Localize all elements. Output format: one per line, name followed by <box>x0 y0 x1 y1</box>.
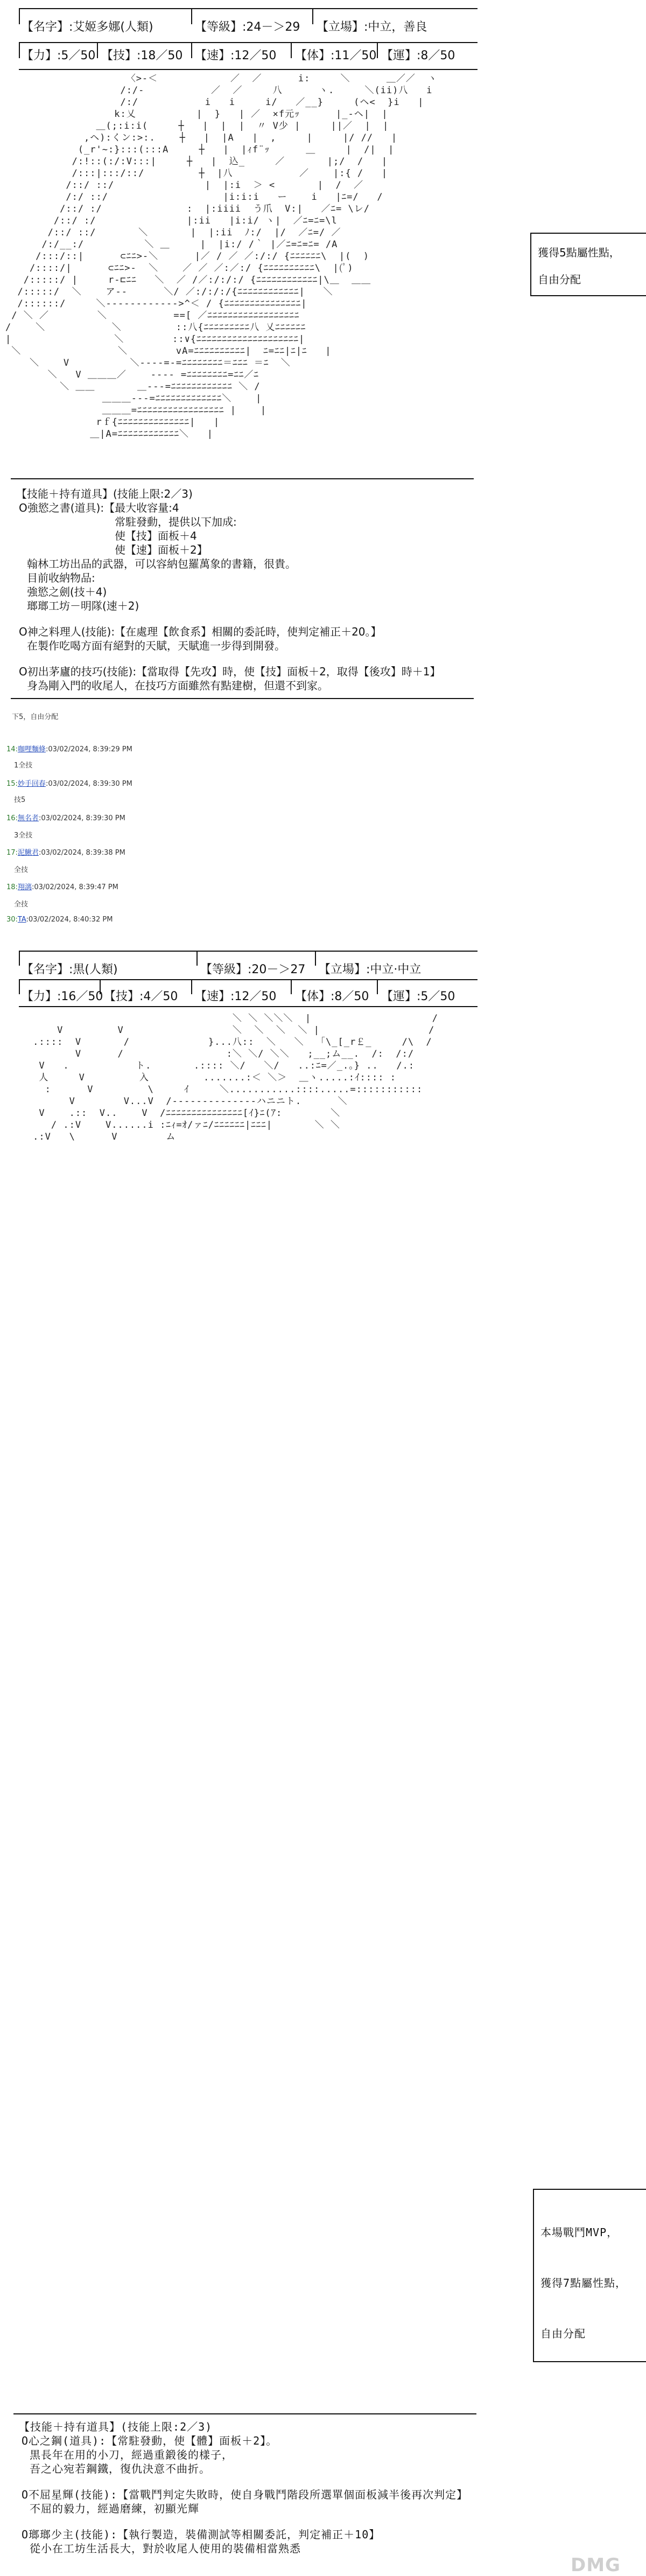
char2-stance: 【立場】:中立·中立 <box>319 963 422 976</box>
char1-tech: 【技】:18／50 <box>101 49 183 62</box>
post-header: 30:TA:03/02/2024, 8:40:32 PM <box>6 916 113 924</box>
char1-body: 【体】:11／50 <box>295 49 377 62</box>
char2-reward-line: 自由分配 <box>540 2327 586 2340</box>
poster-link[interactable]: 咖哩麵條 <box>17 745 46 753</box>
post-body: 3全技 <box>14 832 33 840</box>
char2-ascii-art: ＼ ＼ ＼＼＼ | / V V ＼ ＼ ＼ ＼ | / .:::: V / }...八:: ＼ ＼ 「\_[_r￡_ /\ / V / :＼ ＼/ ＼＼ ;__;ム__. /: /:/ V . ト. .:::: ＼/ ＼/ ..:ﾆ=／_.｡} .. /.: 人 V 入 .......:＜ ＼＞ ＿ヽ.....:ｲ:::: : : V \ ｲ ＼...........::::.....=::::::::::: V V...V /‐‐‐‐‐‐‐‐‐‐‐‐‐‐ハニニト. ＼ V .:: V.. V /ﾆﾆﾆﾆﾆﾆﾆﾆﾆﾆﾆﾆﾆﾆﾆ[ｲ}ﾆ(ｱ: ＼ / .:V V......i :ﾆｨ=ｵ/ァﾆ/ﾆﾆﾆﾆﾆﾆ|ﾆﾆﾆ| ＼ ＼ .:V \ V ム 本場戰鬥MVP， 獲得7點屬性點， 自由分配 【技能＋持有道具】(技能上限:2／3) O心之鋼(道具):【常駐發動，使【體】面板＋2】。 黒長年在用的小刀，經過重鍛後的樣子， 吾之心宛若鋼鐵，復仇決意不曲折。 O不屈星輝(技能):【當戰鬥判定失敗時，使自身戰鬥階段所選單個面板減半後再次判定】 不屈的毅力，經過磨練，初顯光輝 O瑯瑯少主(技能):【執行製造，裝備測試等相關委託，判定補正＋10】 從小在工坊生活長大，對於收尾人使用的裝備相當熟悉 DMG <box>3 1013 438 1392</box>
char2-name: 【名字】:黒(人類) <box>22 963 118 976</box>
divider <box>19 951 478 952</box>
char1-level: 【等級】:24－＞29 <box>195 20 300 34</box>
divider <box>19 979 478 980</box>
char2-reward-line: 本場戰鬥MVP， <box>540 2226 619 2239</box>
poster-link[interactable]: 泥鰍君 <box>17 849 39 857</box>
divider <box>11 698 474 699</box>
post-body: 全技 <box>14 900 29 909</box>
char1-reward-box <box>530 233 646 296</box>
divider <box>11 478 474 479</box>
thread-intro: 下5，自由分配 <box>12 713 59 721</box>
poster-link[interactable]: 妙手回春 <box>17 780 46 788</box>
char2-level: 【等級】:20－＞27 <box>200 963 306 976</box>
poster-link[interactable]: TA <box>17 916 26 924</box>
post-header: 16:無名者:03/02/2024, 8:39:30 PM <box>6 814 125 822</box>
char1-str: 【力】:5／50 <box>22 49 96 62</box>
post-body: 技5 <box>14 796 26 804</box>
char1-reward-line: 獲得5點屬性點， <box>538 246 620 259</box>
post-body: 全技 <box>14 866 29 874</box>
divider <box>19 1006 478 1007</box>
post-header: 14:咖哩麵條:03/02/2024, 8:39:29 PM <box>6 745 132 753</box>
post-body: 1全技 <box>14 762 33 770</box>
char2-reward-box <box>533 2189 646 2362</box>
char2-tech: 【技】:4／50 <box>104 990 178 1003</box>
char2-luck: 【運】:5／50 <box>381 990 455 1003</box>
poster-link[interactable]: 翔漓 <box>17 883 32 891</box>
char1-ascii-art: 〈>-＜ ／ ／ i: ＼ ＿／／ ヽ /:/- ／ ／ 八 ヽ. ＼(ii)八 i /:/ i i i/ ／__} (ヘ< }i | k:乂 | } | ／ ×f元ｯ |_-ヘ| | ＿(;:i:i( ┼ | | | 〃 V少 | ||／ | | ,ヘ):くン:>:. ┼ | |A | , | |/ // | (_r'~:}:::(:::A ┼ | |ｨf¨ｯ ＿ | /| | /:!::(:/:V:::| ┼ | 込_ ／ |;/ / | /:::|:::/::/ ┼ |八 ／ |:{ / | /::/ ::/ | |:i ＞ < | / ／ /:/ ::/ |i:i:i ー i |ﾆ=/ / /::/ :/ : |:iiii う爪 V:| ／ﾆ= \レ/ /::/ :/ |:ii |i:i/ ヽ| ／ﾆ=ﾆ=\l /::/ ::/ ＼ | |:ii ﾉ:/ |/ ／ﾆ=/ ／ /:/__:/ ＼ ＿ | |i:/ /｀ |／ﾆ=ﾆ=ﾆ= /A /:::/::| ⊂ﾆﾆ>‐＼ |／ / ／ ／:/:/ {ﾆﾆﾆﾆﾆﾆ\ |( ) /::::/| ⊂ﾆﾆ>‐ ＼ ／ ／ ／:／:/ {ﾆﾆﾆﾆﾆﾆﾆﾆﾆﾆ\ |(ﾟ) /:::::/ | r‐⊏ﾆﾆ ＼ ／ /／:/:/:/ {ﾆﾆﾆﾆﾆﾆﾆﾆﾆﾆﾆﾆ|\＿ ＿＿ /:::::/ ＼ ア‐‐ ＼/ ／:/:/:/{ﾆﾆﾆﾆﾆﾆﾆﾆﾆﾆﾆﾆ| ＼ /::::::/ ＼‐‐‐‐‐‐‐‐‐‐‐‐>^＜ / {ﾆﾆﾆﾆﾆﾆﾆﾆﾆﾆﾆﾆﾆﾆﾆ| / ＼ ／ ＼ ==[ ／ﾆﾆﾆﾆﾆﾆﾆﾆﾆﾆﾆﾆﾆﾆﾆﾆﾆﾆ / ＼ ＼ ::八{ﾆﾆﾆﾆﾆﾆﾆﾆﾆ八 乂ﾆﾆﾆﾆﾆﾆ | ＼ ::∨{ﾆﾆﾆﾆﾆﾆﾆﾆﾆﾆﾆﾆﾆﾆﾆﾆﾆﾆﾆﾆ| ＼ ＼ vA=ﾆﾆﾆﾆﾆﾆﾆﾆﾆﾆ| ﾆ=ﾆﾆ|ﾆ|ﾆ | ＼ V ＼‐‐--=‐=ﾆﾆﾆﾆﾆﾆﾆﾆ＝ﾆﾆﾆ ＝ﾆ ＼ ＼ V ＿＿＿／ ‐‐‐‐ =ﾆﾆﾆﾆﾆﾆﾆﾆ=ﾆﾆ／ﾆ ＼ ＿＿ ＿‐‐‐=ﾆﾆﾆﾆﾆﾆﾆﾆﾆﾆﾆﾆ ＼ / ＿＿＿‐‐‐=ﾆﾆﾆﾆﾆﾆﾆﾆﾆﾆﾆﾆﾆ＼ | ＿＿＿=ﾆﾆﾆﾆﾆﾆﾆﾆﾆﾆﾆﾆﾆﾆﾆﾆﾆ | | rｆ{ﾆﾆﾆﾆﾆﾆﾆﾆﾆﾆﾆﾆﾆﾆ| | ＿|A=ﾆﾆﾆﾆﾆﾆﾆﾆﾆﾆﾆﾆ＼ | <box>5 73 438 439</box>
watermark-logo: DMG <box>571 2554 621 2576</box>
char1-reward-line: 自由分配 <box>538 273 581 286</box>
char2-str: 【力】:16／50 <box>22 990 103 1003</box>
char2-skills: 【技能＋持有道具】(技能上限:2／3) O心之鋼(道具):【常駐發動，使【體】面板＋2】。 黒長年在用的小刀，經過重鍛後的樣子， 吾之心宛若鋼鐵，復仇決意不曲折。 O不屈星輝(技能):【當戰鬥判定失敗時，使自身戰鬥階段所選單個面板減半後再次判定】 不屈的毅力，經過磨練，初顯光輝 O瑯瑯少主(技能):【執行製造，裝備測試等相關委託，判定補正＋10】 從小在工坊生活長大，對於收尾人使用的裝備相當熟悉 <box>19 2420 468 2555</box>
divider <box>19 69 478 70</box>
divider <box>19 8 478 9</box>
char1-luck: 【運】:8／50 <box>381 49 455 62</box>
post-header: 18:翔漓:03/02/2024, 8:39:47 PM <box>6 883 118 891</box>
char2-reward-line: 獲得7點屬性點， <box>540 2277 627 2289</box>
poster-link[interactable]: 無名者 <box>17 814 39 822</box>
char2-body: 【体】:8／50 <box>295 990 369 1003</box>
char1-stance: 【立場】:中立，善良 <box>317 20 427 34</box>
divider <box>13 2413 476 2414</box>
char1-name: 【名字】:艾姬多娜(人類) <box>22 20 153 34</box>
char1-spd: 【速】:12／50 <box>195 49 277 62</box>
char2-spd: 【速】:12／50 <box>195 990 277 1003</box>
divider <box>19 42 478 43</box>
post-header: 17:泥鰍君:03/02/2024, 8:39:38 PM <box>6 849 125 857</box>
post-header: 15:妙手回春:03/02/2024, 8:39:30 PM <box>6 780 132 788</box>
